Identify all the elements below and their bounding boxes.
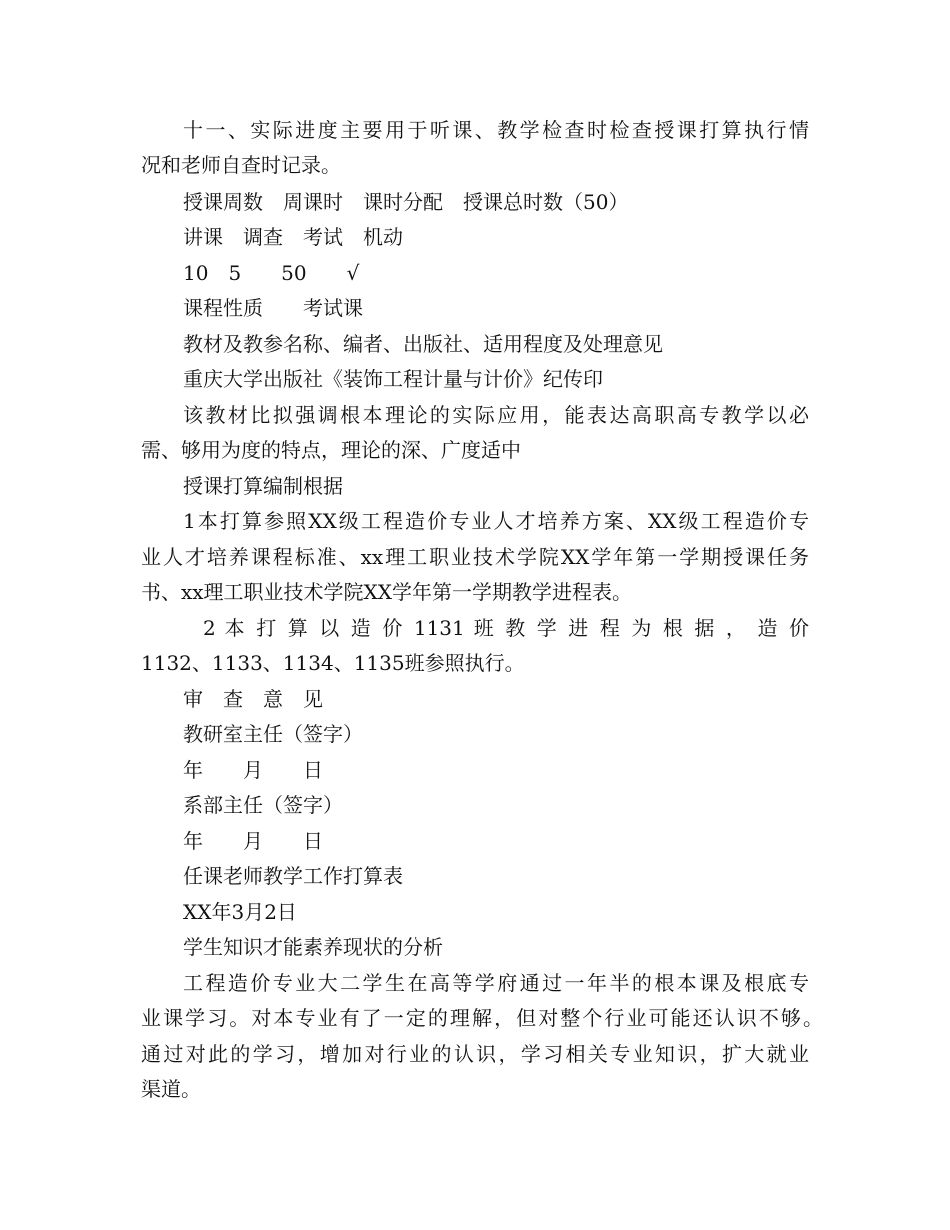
analysis-heading: 学生知识才能素养现状的分析	[183, 935, 443, 959]
paragraph-line: 业人才培养课程标准、xx理工职业技术学院XX学年第一学期授课任务	[141, 545, 809, 569]
table-header-line: 授课周数 周课时 课时分配 授课总时数（50）	[183, 190, 629, 214]
paragraph-line: 2 本 打 算 以 造 价 1131 班 教 学 进 程 为 根 据 ， 造 价	[203, 616, 809, 640]
paragraph-line: 通过对此的学习，增加对行业的认识，学习相关专业知识，扩大就业	[141, 1042, 809, 1066]
paragraph-line: 1本打算参照XX级工程造价专业人才培养方案、XX级工程造价专	[183, 509, 809, 533]
textbook-heading: 教材及教参名称、编者、出版社、适用程度及处理意见	[183, 332, 663, 356]
paragraph-line: 工程造价专业大二学生在高等学府通过一年半的根本课及根底专	[183, 971, 809, 995]
faculty-head-signature: 系部主任（签字）	[183, 793, 343, 817]
paragraph-line: 该教材比拟强调根本理论的实际应用，能表达高职高专教学以必	[183, 403, 809, 427]
review-heading: 审 查 意 见	[183, 687, 323, 711]
plan-date: XX年3月2日	[183, 900, 297, 924]
date-line: 年 月 日	[183, 829, 323, 853]
paragraph-line: 1132、1133、1134、1135班参照执行。	[141, 651, 525, 675]
table-values-line: 10 5 50 √	[183, 261, 360, 285]
basis-heading: 授课打算编制根据	[183, 474, 343, 498]
paragraph-line: 况和老师自查时记录。	[141, 153, 341, 177]
plan-title: 任课老师教学工作打算表	[183, 864, 403, 888]
paragraph-line: 业课学习。对本专业有了一定的理解，但对整个行业可能还认识不够。	[141, 1006, 823, 1030]
textbook-name: 重庆大学出版社《装饰工程计量与计价》纪传印	[183, 367, 603, 391]
date-line: 年 月 日	[183, 758, 323, 782]
paragraph-line: 需、够用为度的特点，理论的深、广度适中	[141, 438, 521, 462]
paragraph-line: 渠道。	[141, 1077, 201, 1101]
paragraph-line: 书、xx理工职业技术学院XX学年第一学期教学进程表。	[141, 580, 633, 604]
paragraph-line: 十一、实际进度主要用于听课、教学检查时检查授课打算执行情	[183, 118, 809, 142]
course-nature: 课程性质 考试课	[183, 296, 363, 320]
dept-head-signature: 教研室主任（签字）	[183, 722, 363, 746]
table-subheader-line: 讲课 调查 考试 机动	[183, 225, 403, 249]
